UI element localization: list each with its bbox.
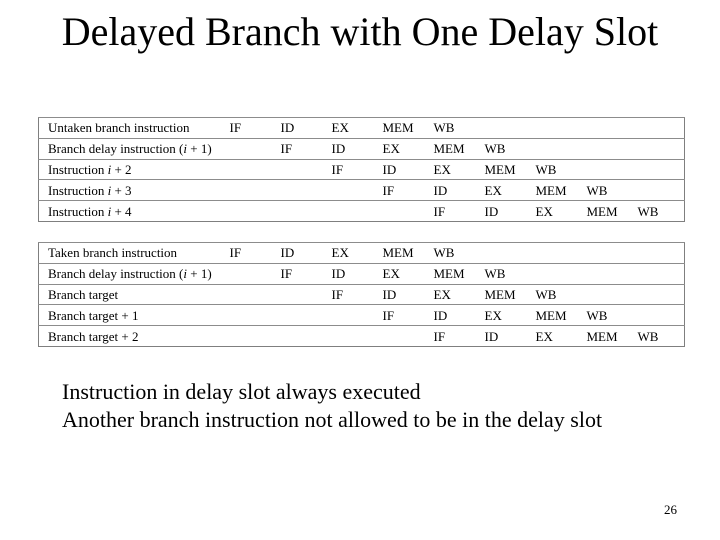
stage-cell (485, 118, 536, 139)
stage-cell: MEM (383, 118, 434, 139)
stage-cell (281, 180, 332, 201)
table-row (39, 180, 685, 201)
stage-cell (485, 243, 536, 264)
stage-cell: WB (587, 305, 638, 326)
stage-cell: WB (485, 138, 536, 159)
stage-cell: EX (485, 305, 536, 326)
note-line: Another branch instruction not allowed to be in the delay slot (62, 407, 603, 432)
stage-cell: IF (434, 326, 485, 347)
stage-cell: IF (281, 138, 332, 159)
table-row (39, 201, 685, 222)
stage-cell: WB (536, 159, 587, 180)
stage-cell: ID (281, 118, 332, 139)
note-line: Instruction in delay slot always executed (62, 379, 421, 404)
stage-cell (230, 201, 281, 222)
stage-cell: EX (536, 326, 587, 347)
stage-cell: MEM (383, 243, 434, 264)
table-row (39, 284, 685, 305)
stage-cell: ID (434, 305, 485, 326)
stage-cell: EX (383, 138, 434, 159)
stage-cell (383, 201, 434, 222)
stage-cell: MEM (434, 263, 485, 284)
stage-cell (281, 326, 332, 347)
stage-cell (536, 243, 587, 264)
table-row (39, 118, 685, 139)
stage-cell (638, 118, 685, 139)
row-label: Branch target + 2 (39, 326, 230, 347)
stage-cell: IF (230, 243, 281, 264)
stage-cell: MEM (587, 326, 638, 347)
stage-cell (638, 263, 685, 284)
stage-cell: EX (434, 159, 485, 180)
row-label: Instruction i + 3 (39, 180, 230, 201)
stage-cell: MEM (485, 284, 536, 305)
stage-cell: MEM (485, 159, 536, 180)
stage-cell: ID (332, 263, 383, 284)
stage-cell: EX (332, 118, 383, 139)
stage-cell: EX (536, 201, 587, 222)
stage-cell (587, 284, 638, 305)
row-label: Branch target + 1 (39, 305, 230, 326)
row-label: Branch delay instruction (i + 1) (39, 138, 230, 159)
stage-cell (230, 326, 281, 347)
stage-cell: ID (383, 159, 434, 180)
table-row (39, 263, 685, 284)
stage-cell (638, 159, 685, 180)
stage-cell: EX (434, 284, 485, 305)
stage-cell: WB (434, 243, 485, 264)
stage-cell: MEM (587, 201, 638, 222)
stage-cell (638, 305, 685, 326)
stage-cell (281, 201, 332, 222)
row-label: Taken branch instruction (39, 243, 230, 264)
stage-cell: IF (383, 180, 434, 201)
stage-cell: EX (332, 243, 383, 264)
stage-cell: WB (536, 284, 587, 305)
page-number: 26 (664, 502, 677, 517)
stage-cell: WB (638, 326, 685, 347)
stage-cell (587, 243, 638, 264)
stage-cell (332, 180, 383, 201)
stage-cell (230, 138, 281, 159)
stage-cell (587, 118, 638, 139)
stage-cell: IF (383, 305, 434, 326)
stage-cell: IF (434, 201, 485, 222)
row-label: Branch delay instruction (i + 1) (39, 263, 230, 284)
table-row (39, 138, 685, 159)
stage-cell (587, 263, 638, 284)
row-label: Branch target (39, 284, 230, 305)
stage-cell: ID (485, 326, 536, 347)
stage-cell: IF (230, 118, 281, 139)
stage-cell (536, 118, 587, 139)
taken-branch-pipeline-table (38, 242, 685, 347)
stage-cell: ID (281, 243, 332, 264)
stage-cell: EX (383, 263, 434, 284)
stage-cell (332, 201, 383, 222)
stage-cell (536, 138, 587, 159)
stage-cell (638, 243, 685, 264)
row-label: Instruction i + 2 (39, 159, 230, 180)
stage-cell (230, 159, 281, 180)
row-label: Untaken branch instruction (39, 118, 230, 139)
stage-cell (332, 326, 383, 347)
stage-cell (638, 284, 685, 305)
slide-title: Delayed Branch with One Delay Slot (61, 9, 659, 54)
stage-cell (230, 263, 281, 284)
stage-cell: WB (638, 201, 685, 222)
stage-cell (281, 159, 332, 180)
stage-cell: MEM (536, 305, 587, 326)
stage-cell (230, 305, 281, 326)
stage-cell: MEM (434, 138, 485, 159)
table-row (39, 305, 685, 326)
stage-cell: ID (383, 284, 434, 305)
stage-cell (383, 326, 434, 347)
stage-cell (230, 180, 281, 201)
stage-cell: IF (332, 284, 383, 305)
stage-cell (587, 138, 638, 159)
stage-cell: ID (485, 201, 536, 222)
stage-cell (281, 284, 332, 305)
stage-cell (536, 263, 587, 284)
table-row (39, 326, 685, 347)
stage-cell: IF (281, 263, 332, 284)
stage-cell: WB (587, 180, 638, 201)
untaken-branch-pipeline-table (38, 117, 685, 222)
notes (62, 378, 602, 434)
stage-cell (230, 284, 281, 305)
stage-cell: WB (434, 118, 485, 139)
stage-cell: MEM (536, 180, 587, 201)
stage-cell: WB (485, 263, 536, 284)
stage-cell: ID (332, 138, 383, 159)
stage-cell: EX (485, 180, 536, 201)
stage-cell: ID (434, 180, 485, 201)
table-row (39, 243, 685, 264)
row-label: Instruction i + 4 (39, 201, 230, 222)
stage-cell (587, 159, 638, 180)
stage-cell (638, 180, 685, 201)
stage-cell (638, 138, 685, 159)
stage-cell: IF (332, 159, 383, 180)
stage-cell (332, 305, 383, 326)
table-row (39, 159, 685, 180)
stage-cell (281, 305, 332, 326)
